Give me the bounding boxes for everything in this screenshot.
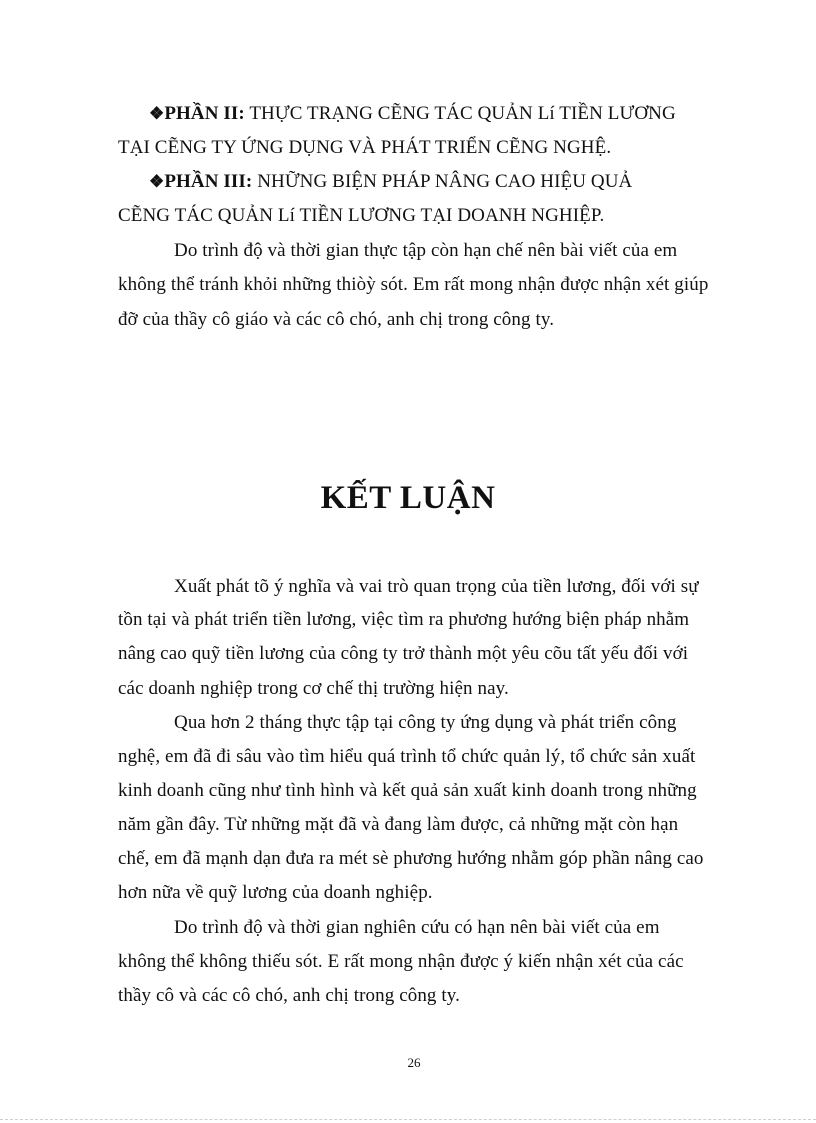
- conclusion-paragraph-line: Xuất phát tõ ý nghĩa và vai trò quan trọng của tiền lương, đối với sự: [174, 576, 699, 597]
- conclusion-paragraph-line: các doanh nghiệp trong cơ chế thị trường hiện nay.: [118, 678, 509, 699]
- page-number: 26: [407, 1055, 421, 1070]
- conclusion-paragraph-line: tồn tại và phát triển tiền lương, việc tìm ra phương hướng biện pháp nhằm: [118, 609, 690, 630]
- part-3-title-line-1: NHỮNG BIỆN PHÁP NÂNG CAO HIỆU QUẢ: [252, 171, 633, 192]
- conclusion-paragraph-line: hơn nữa về quỹ lương của doanh nghiệp.: [118, 882, 433, 903]
- conclusion-paragraph-line: Do trình độ và thời gian nghiên cứu có hạn nên bài viết của em: [174, 917, 660, 938]
- part-3-label: PHẦN III:: [164, 171, 253, 192]
- part-3-heading: [149, 169, 632, 195]
- conclusion-paragraph-line: năm gần đây. Từ những mặt đã và đang làm được, cả những mặt còn hạn: [118, 814, 679, 835]
- conclusion-paragraph-line: nghệ, em đã đi sâu vào tìm hiểu quá trình tổ chức quản lý, tổ chức sản xuất: [118, 746, 696, 767]
- conclusion-paragraph-line: Qua hơn 2 tháng thực tập tại công ty ứng dụng và phát triển công: [174, 712, 677, 733]
- intro-paragraph-line: không thể tránh khỏi những thiòỳ sót. Em rất mong nhận được nhận xét giúp: [118, 274, 709, 295]
- part-2-heading: [149, 101, 676, 127]
- conclusion-paragraph-line: không thể không thiếu sót. E rất mong nhận được ý kiến nhận xét của các: [118, 951, 684, 972]
- intro-paragraph-line: đỡ của thầy cô giáo và các cô chó, anh chị trong công ty.: [118, 309, 555, 330]
- conclusion-paragraph-line: thầy cô và các cô chó, anh chị trong công ty.: [118, 985, 460, 1006]
- conclusion-heading: KẾT LUẬN: [320, 480, 496, 516]
- intro-paragraph-line: Do trình độ và thời gian thực tập còn hạn chế nên bài viết của em: [174, 240, 678, 261]
- part-2-label: PHẦN II:: [164, 103, 245, 124]
- diamond-bullet-icon: ❖: [149, 172, 165, 191]
- conclusion-paragraph-line: kinh doanh cũng như tình hình và kết quả sản xuất kinh doanh trong những: [118, 780, 697, 801]
- conclusion-paragraph-line: nâng cao quỹ tiền lương của công ty trở thành một yêu cõu tất yếu đối với: [118, 643, 689, 664]
- part-3-title-line-2: CẼNG TÁC QUẢN Lí TIỀN LƯƠNG TẠI DOANH NGHIỆP.: [118, 205, 605, 226]
- page-bottom-divider: [0, 1119, 816, 1120]
- conclusion-paragraph-line: chế, em đã mạnh dạn đưa ra mét sè phương hướng nhằm góp phần nâng cao: [118, 848, 704, 869]
- part-2-title-line-1: THỰC TRẠNG CẼNG TÁC QUẢN Lí TIỀN LƯƠNG: [244, 103, 676, 124]
- part-2-title-line-2: TẠI CẼNG TY ỨNG DỤNG VÀ PHÁT TRIỂN CẼNG NGHỆ.: [118, 137, 612, 158]
- diamond-bullet-icon: ❖: [149, 104, 165, 123]
